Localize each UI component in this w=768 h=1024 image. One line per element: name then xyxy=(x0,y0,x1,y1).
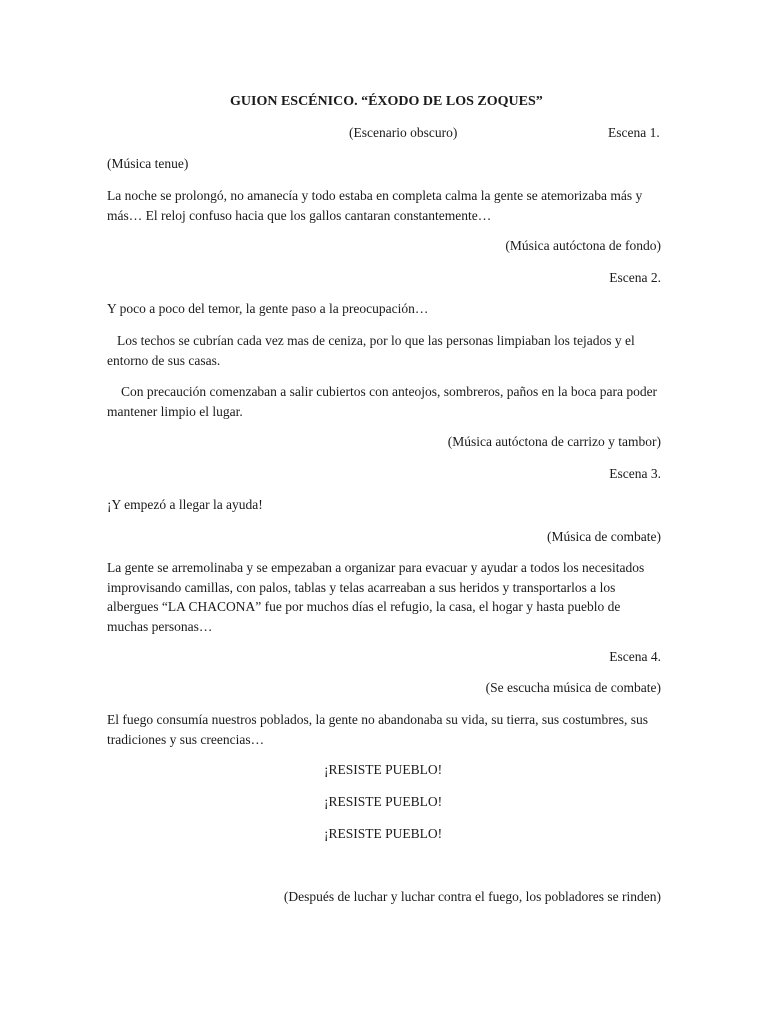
paragraph-6: La gente se arremolinaba y se empezaban a organizar para evacuar y ayudar a todos los necesitados improvisando camillas, con palos, tablas y telas acarreaban a sus heridos y transportarlos a los albergues “LA CHACONA” fue por muchos días el refugio, la casa, el hogar y hasta pueblo de muchas personas… xyxy=(107,560,645,634)
stage-direction-final: (Después de luchar y luchar contra el fuego, los pobladores se rinden) xyxy=(283,889,661,904)
stage-direction-escenario: (Escenario obscuro) xyxy=(349,125,458,140)
paragraph-2: Y poco a poco del temor, la gente paso a la preocupación… xyxy=(107,301,429,316)
scene-heading-2: Escena 2. xyxy=(609,270,661,285)
stage-direction-musica-fondo: (Música autóctona de fondo) xyxy=(505,238,661,253)
chant-line-3: ¡RESISTE PUEBLO! xyxy=(324,826,443,841)
stage-direction-musica-carrizo: (Música autóctona de carrizo y tambor) xyxy=(447,434,661,449)
chant-line-1: ¡RESISTE PUEBLO! xyxy=(324,762,443,777)
document-title: GUION ESCÉNICO. “ÉXODO DE LOS ZOQUES” xyxy=(230,94,543,109)
chant-line-2: ¡RESISTE PUEBLO! xyxy=(324,794,443,809)
paragraph-7: El fuego consumía nuestros poblados, la gente no abandonaba su vida, su tierra, sus costumbres, sus tradiciones y sus creencias… xyxy=(107,712,649,747)
scene-heading-3: Escena 3. xyxy=(609,466,661,481)
paragraph-3: Los techos se cubrían cada vez mas de ceniza, por lo que las personas limpiaban los tejados y el entorno de sus casas. xyxy=(107,333,635,368)
stage-direction-se-escucha-musica: (Se escucha música de combate) xyxy=(485,680,661,695)
scene-heading-4: Escena 4. xyxy=(609,649,661,664)
stage-direction-musica-tenue: (Música tenue) xyxy=(107,156,189,171)
stage-direction-musica-combate: (Música de combate) xyxy=(547,529,661,544)
paragraph-5: ¡Y empezó a llegar la ayuda! xyxy=(107,497,263,512)
paragraph-1: La noche se prolongó, no amanecía y todo estaba en completa calma la gente se atemorizaba más y más… El reloj confuso hacia que los gallos cantaran constantemente… xyxy=(107,188,643,223)
paragraph-4: Con precaución comenzaban a salir cubiertos con anteojos, sombreros, paños en la boca para poder mantener limpio el lugar. xyxy=(107,384,658,419)
scene-heading-1: Escena 1. xyxy=(608,125,660,140)
